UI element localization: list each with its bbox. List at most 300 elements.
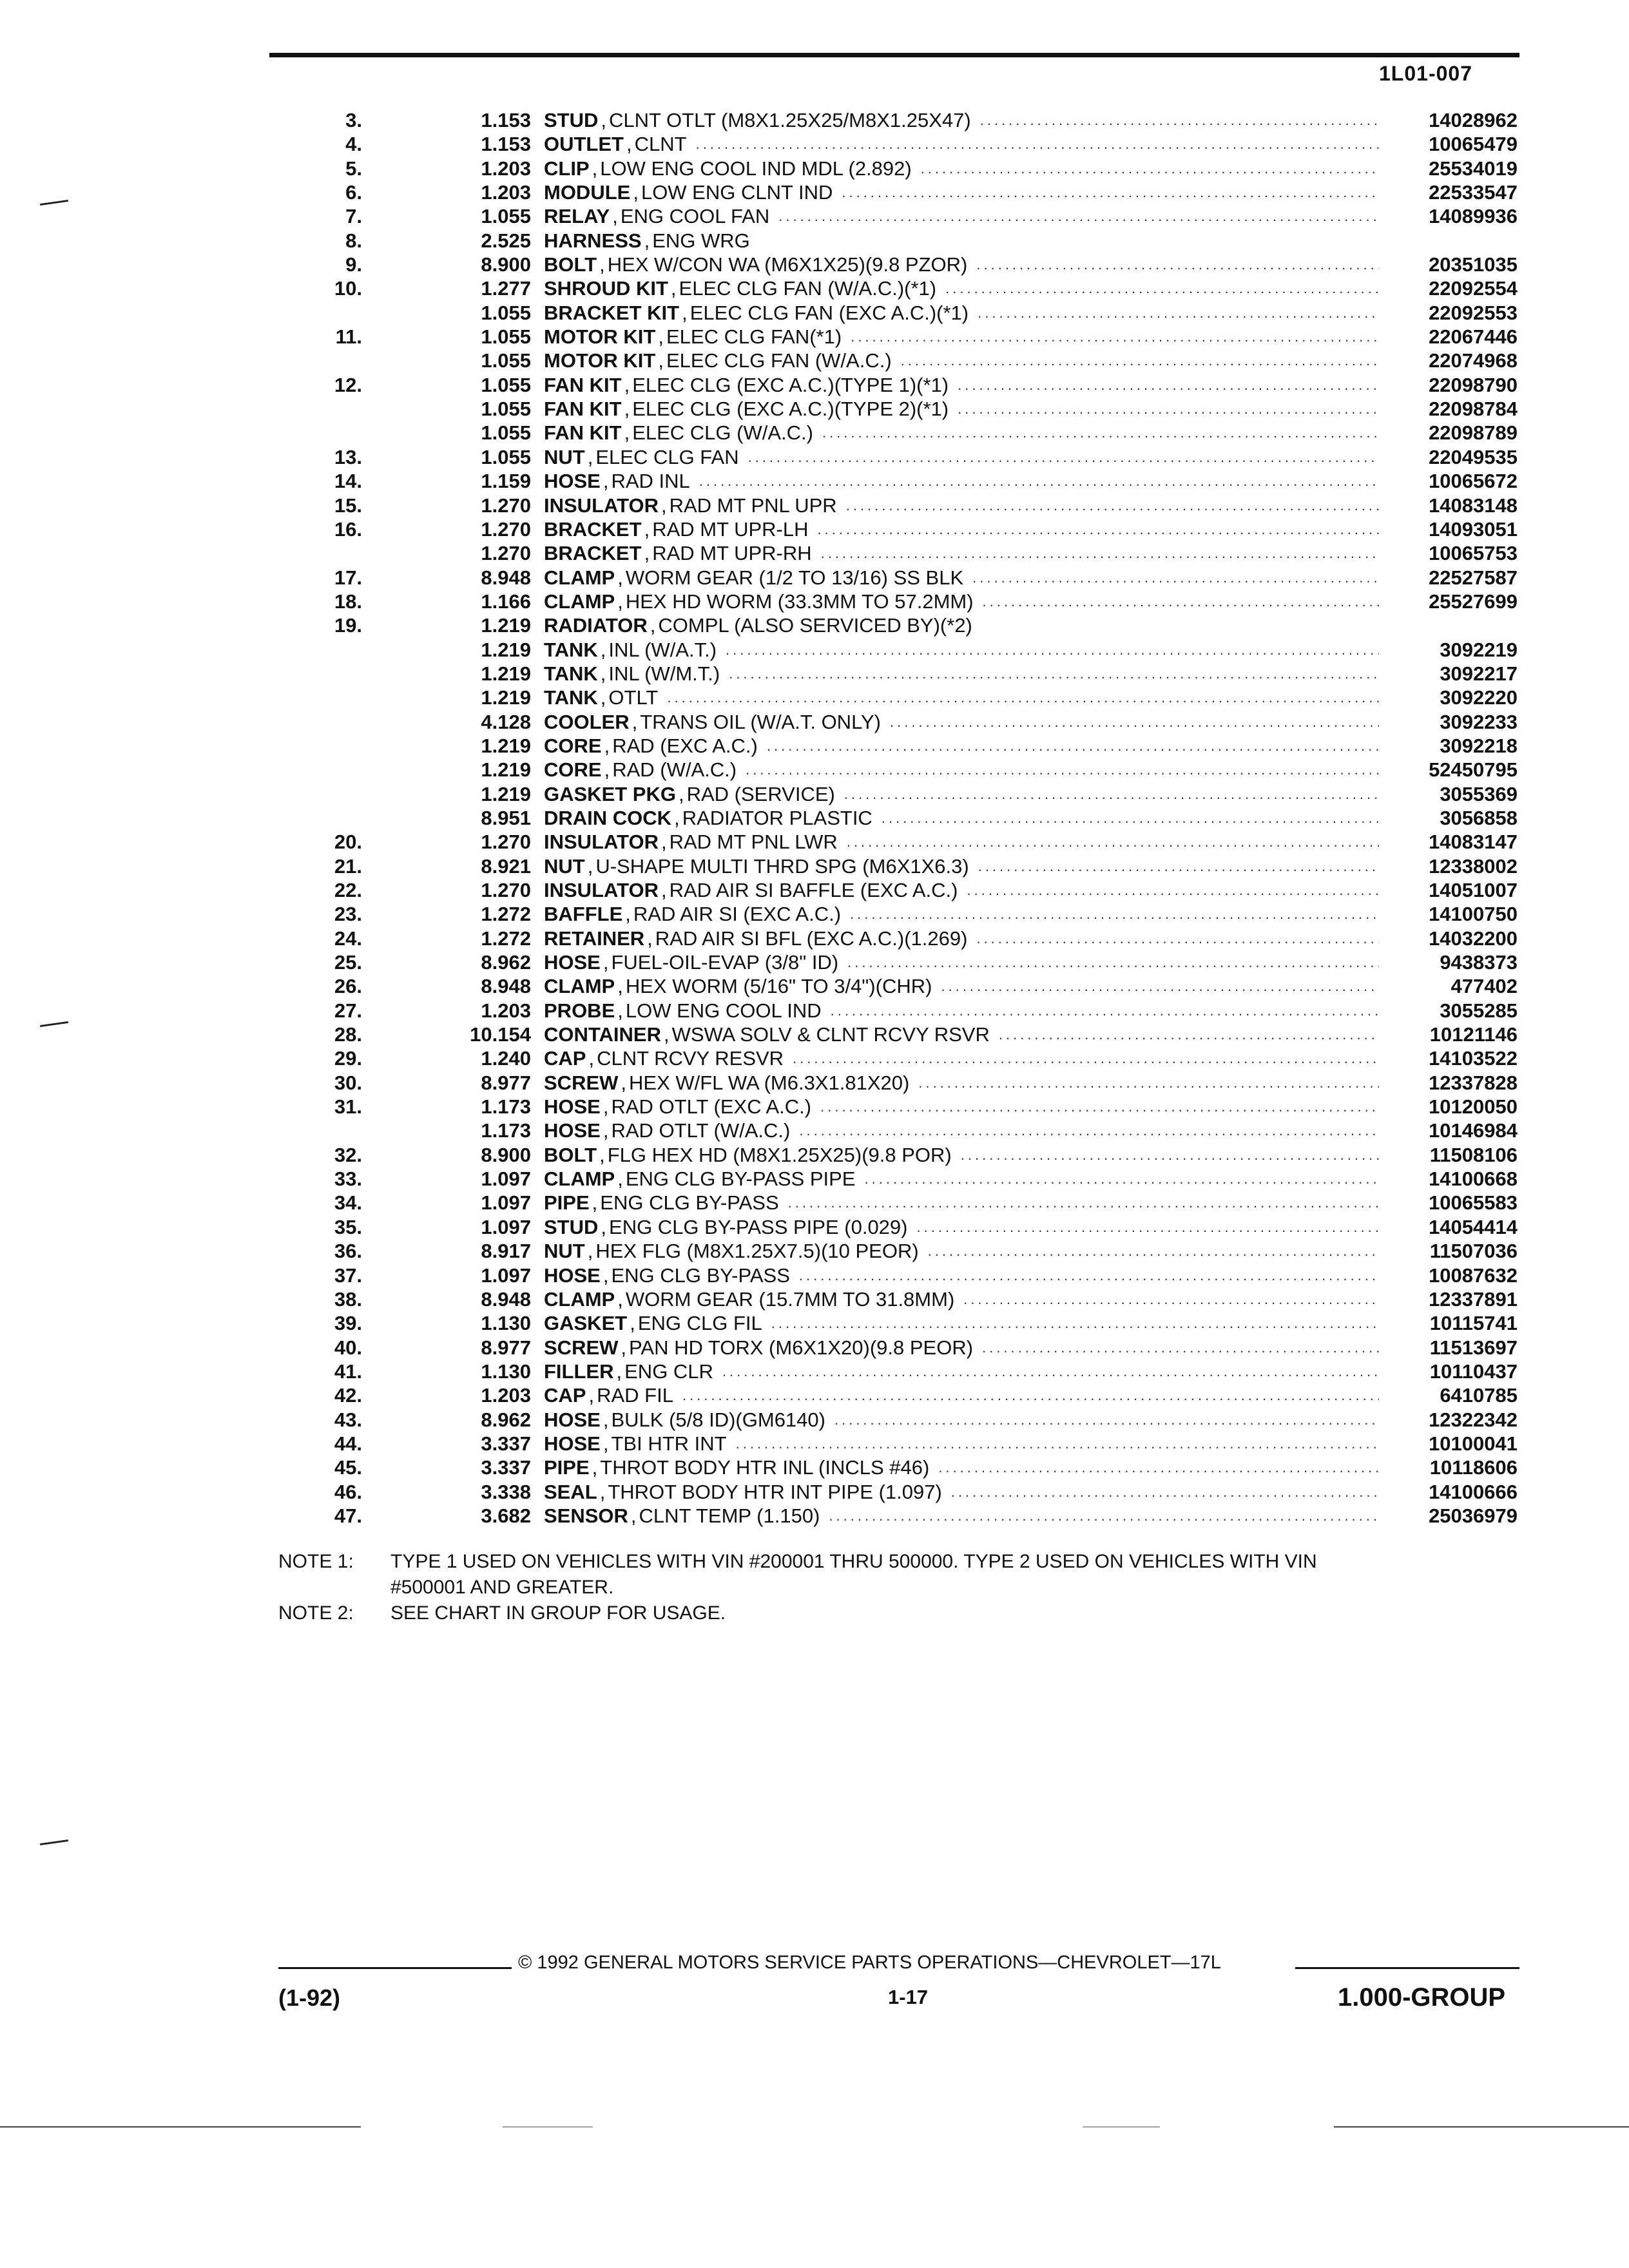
- parts-row: [290, 999, 1518, 1023]
- part-number: 22527587: [1429, 566, 1518, 589]
- part-number: 3092218: [1440, 734, 1518, 757]
- leader-dots: [808, 517, 1379, 541]
- leader-dots: [936, 276, 1379, 300]
- parts-row: [290, 1311, 1518, 1335]
- part-number: 12337891: [1429, 1287, 1518, 1311]
- part-number: 10065479: [1429, 133, 1518, 156]
- parts-row: [290, 1336, 1518, 1360]
- part-name: BAFFLE: [544, 903, 623, 926]
- part-detail: COMPL (ALSO SERVICED BY)(*2): [658, 614, 972, 637]
- separator: ,: [647, 927, 653, 950]
- part-detail: CLNT RCVY RESVR: [597, 1047, 784, 1070]
- group-number: 8.951: [481, 806, 531, 829]
- part-detail: HEX WORM (5/16" TO 3/4")(CHR): [625, 975, 932, 998]
- parts-row: [290, 1095, 1518, 1119]
- parts-row: [290, 1432, 1518, 1456]
- group-number: 1.055: [481, 205, 531, 228]
- item-number: 14.: [334, 470, 362, 493]
- separator: ,: [678, 782, 684, 805]
- part-description: [544, 830, 1379, 854]
- leader-dots: [842, 325, 1379, 349]
- separator: ,: [592, 1191, 598, 1215]
- separator: ,: [599, 1480, 606, 1503]
- group-number: 1.219: [481, 638, 531, 661]
- group-number: 1.270: [481, 879, 531, 901]
- item-number: 41.: [334, 1360, 362, 1383]
- part-detail: ENG CLR: [624, 1360, 713, 1383]
- separator: ,: [660, 494, 667, 517]
- part-name: TANK: [544, 662, 598, 685]
- item-number: 39.: [334, 1312, 362, 1335]
- item-number: 47.: [334, 1504, 362, 1527]
- part-detail: RAD MT PNL LWR: [669, 831, 838, 854]
- item-number: 22.: [334, 879, 362, 901]
- part-description: [544, 999, 1379, 1023]
- part-name: INSULATOR: [544, 494, 659, 517]
- group-number: 1.270: [481, 831, 531, 854]
- part-detail: CLNT TEMP (1.150): [639, 1504, 820, 1527]
- separator: ,: [663, 1023, 670, 1046]
- item-number: 17.: [334, 566, 362, 589]
- part-name: INSULATOR: [544, 831, 659, 854]
- part-number: 14100750: [1429, 903, 1518, 926]
- item-number: 7.: [345, 205, 362, 228]
- part-description: [544, 1456, 1379, 1479]
- part-name: INSULATOR: [544, 879, 659, 901]
- part-name: GASKET: [544, 1312, 628, 1335]
- separator: ,: [617, 1287, 623, 1311]
- part-name: PROBE: [544, 999, 615, 1022]
- separator: ,: [616, 1360, 622, 1383]
- parts-row: [290, 1504, 1518, 1528]
- part-number: 52450795: [1429, 758, 1518, 782]
- part-detail: RAD FIL: [597, 1384, 673, 1407]
- part-number: 11508106: [1429, 1143, 1518, 1166]
- note-text-line: #500001 AND GREATER.: [390, 1577, 614, 1598]
- leader-dots: [838, 950, 1379, 974]
- part-detail: FUEL-OIL-EVAP (3/8" ID): [611, 951, 839, 974]
- separator: ,: [602, 1264, 609, 1287]
- scan-mark: [40, 200, 68, 206]
- part-name: NUT: [544, 445, 585, 468]
- parts-row: [290, 108, 1518, 132]
- part-number: 3092233: [1440, 710, 1518, 733]
- parts-row: [290, 1191, 1518, 1215]
- note-label: NOTE 2:: [278, 1602, 354, 1624]
- part-description: [544, 1264, 1379, 1287]
- part-number: 22074968: [1429, 349, 1518, 372]
- leader-dots: [969, 301, 1379, 325]
- part-name: CAP: [544, 1384, 586, 1407]
- part-number: 14100666: [1429, 1480, 1518, 1503]
- part-detail: ELEC CLG FAN (W/A.C.): [666, 349, 892, 372]
- part-number: 22098790: [1429, 373, 1518, 396]
- scan-mark: [40, 1021, 68, 1027]
- group-number: 1.097: [481, 1191, 531, 1215]
- part-number: 25527699: [1429, 590, 1518, 613]
- separator: ,: [625, 903, 631, 926]
- part-name: CLAMP: [544, 975, 615, 998]
- separator: ,: [599, 253, 605, 276]
- part-description: [544, 1239, 1379, 1263]
- separator: ,: [658, 325, 664, 349]
- part-detail: ENG COOL FAN: [620, 205, 770, 228]
- part-number: 477402: [1451, 975, 1518, 998]
- part-number: 22098784: [1429, 398, 1518, 421]
- leader-dots: [820, 1504, 1379, 1528]
- separator: ,: [624, 373, 630, 396]
- note-text: SEE CHART IN GROUP FOR USAGE.: [390, 1602, 726, 1624]
- leader-dots: [825, 1408, 1379, 1432]
- leader-dots: [919, 1239, 1379, 1263]
- separator: ,: [604, 734, 610, 757]
- separator: ,: [617, 999, 623, 1022]
- footer-date: (1-92): [278, 1984, 341, 2011]
- part-name: SHROUD KIT: [544, 277, 668, 300]
- part-number: 14051007: [1429, 879, 1518, 901]
- part-detail: RAD (EXC A.C.): [612, 734, 758, 757]
- separator: ,: [602, 470, 609, 493]
- separator: ,: [592, 157, 598, 180]
- part-number: 9438373: [1440, 951, 1518, 974]
- part-number: 3092217: [1440, 662, 1518, 685]
- part-name: BRACKET: [544, 542, 642, 565]
- footer-page-number: 1-17: [888, 1986, 929, 2008]
- item-number: 27.: [334, 999, 362, 1022]
- parts-row: [290, 927, 1518, 950]
- part-detail: RAD AIR SI BAFFLE (EXC A.C.): [669, 879, 958, 901]
- part-detail: ELEC CLG FAN: [595, 445, 739, 468]
- part-name: CLAMP: [544, 1168, 615, 1191]
- group-number: 1.203: [481, 999, 531, 1022]
- parts-row: [290, 157, 1518, 180]
- part-description: [544, 1360, 1379, 1383]
- group-number: 8.977: [481, 1071, 531, 1094]
- parts-row: [290, 950, 1518, 974]
- leader-dots: [762, 1311, 1379, 1335]
- group-number: 1.055: [481, 421, 531, 445]
- part-description: [544, 301, 1379, 325]
- leader-dots: [784, 1046, 1379, 1070]
- part-detail: ELEC CLG (EXC A.C.)(TYPE 1)(*1): [632, 373, 949, 396]
- parts-row: [290, 902, 1518, 926]
- parts-row: [290, 132, 1518, 156]
- item-number: 13.: [334, 445, 362, 468]
- parts-row: [290, 854, 1518, 878]
- part-name: HOSE: [544, 470, 601, 493]
- footer-group: 1.000-GROUP: [1338, 1983, 1506, 2012]
- part-number: 3055285: [1440, 999, 1518, 1022]
- separator: ,: [587, 1240, 593, 1263]
- part-detail: RAD MT PNL UPR: [669, 494, 837, 517]
- group-number: 1.270: [481, 494, 531, 517]
- part-description: [544, 325, 1379, 349]
- leader-dots: [750, 229, 1379, 253]
- leader-dots: [687, 132, 1379, 156]
- group-number: 1.219: [481, 686, 531, 709]
- part-name: BRACKET KIT: [544, 301, 680, 324]
- leader-dots: [932, 974, 1379, 998]
- parts-row: [290, 590, 1518, 613]
- item-number: 21.: [334, 854, 362, 878]
- separator: ,: [621, 1071, 627, 1094]
- group-number: 1.203: [481, 181, 531, 204]
- item-number: 30.: [334, 1071, 362, 1094]
- part-detail: WSWA SOLV & CLNT RCVY RSVR: [671, 1023, 990, 1046]
- part-number: 22092554: [1429, 277, 1518, 300]
- group-number: 1.219: [481, 782, 531, 805]
- parts-row: [290, 373, 1518, 397]
- separator: ,: [650, 614, 656, 637]
- group-number: 1.240: [481, 1047, 531, 1070]
- parts-row: [290, 1360, 1518, 1383]
- part-number: 10146984: [1429, 1119, 1518, 1142]
- part-detail: ENG CLG FIL: [637, 1312, 762, 1335]
- item-number: 28.: [334, 1023, 362, 1046]
- part-number: 3056858: [1440, 806, 1518, 829]
- group-number: 3.682: [481, 1504, 531, 1527]
- part-detail: LOW ENG CLNT IND: [641, 181, 833, 204]
- item-number: 31.: [334, 1095, 362, 1119]
- part-name: MODULE: [544, 181, 631, 204]
- separator: ,: [624, 421, 630, 445]
- separator: ,: [602, 1432, 609, 1455]
- group-number: 1.173: [481, 1095, 531, 1119]
- part-detail: INL (W/M.T.): [608, 662, 720, 685]
- parts-row: [290, 301, 1518, 325]
- leader-dots: [838, 830, 1379, 854]
- separator: ,: [633, 181, 639, 204]
- part-number: 12322342: [1429, 1408, 1518, 1431]
- parts-row: [290, 782, 1518, 806]
- part-detail: FLG HEX HD (M8X1.25X25)(9.8 POR): [607, 1143, 952, 1166]
- part-number: 10065753: [1429, 542, 1518, 565]
- part-detail: ELEC CLG (W/A.C.): [632, 421, 813, 445]
- footer-rule-left: [278, 1967, 512, 1969]
- note-text-line: TYPE 1 USED ON VEHICLES WITH VIN #200001 THRU 500000. TYPE 2 USED ON VEHICLES WITH VIN: [390, 1551, 1317, 1572]
- item-number: 37.: [334, 1264, 362, 1287]
- item-number: 18.: [334, 590, 362, 613]
- part-number: 14093051: [1429, 517, 1518, 541]
- part-detail: RAD (SERVICE): [686, 782, 835, 805]
- part-detail: ELEC CLG FAN(*1): [666, 325, 842, 349]
- part-detail: ENG WRG: [652, 229, 750, 252]
- part-detail: INL (W/A.T.): [608, 638, 717, 661]
- notes: [278, 1549, 1528, 1626]
- parts-row: [290, 1119, 1518, 1142]
- group-number: 1.203: [481, 157, 531, 180]
- separator: ,: [588, 1384, 595, 1407]
- part-detail: ENG CLG BY-PASS: [611, 1264, 790, 1287]
- part-name: STUD: [544, 1215, 599, 1238]
- part-detail: HEX HD WORM (33.3MM TO 57.2MM): [625, 590, 974, 613]
- separator: ,: [644, 229, 650, 252]
- item-number: 5.: [345, 157, 362, 180]
- parts-row: [290, 1408, 1518, 1432]
- leader-dots: [929, 1456, 1379, 1479]
- part-description: [544, 974, 1379, 998]
- part-detail: LOW ENG COOL IND: [625, 999, 822, 1022]
- part-name: BOLT: [544, 1143, 597, 1166]
- separator: ,: [658, 349, 664, 372]
- part-description: [544, 1167, 1379, 1191]
- part-description: [544, 1071, 1379, 1095]
- leader-dots: [727, 1432, 1379, 1456]
- part-detail: CLNT: [634, 133, 687, 156]
- item-number: 26.: [334, 975, 362, 998]
- leader-dots: [833, 180, 1379, 204]
- leader-dots: [811, 1095, 1379, 1119]
- scan-line: [1334, 2126, 1629, 2128]
- part-detail: PAN HD TORX (M6X1X20)(9.8 PEOR): [629, 1336, 974, 1359]
- parts-row: [290, 1456, 1518, 1479]
- leader-dots: [952, 1143, 1379, 1167]
- leader-dots: [822, 999, 1379, 1023]
- group-number: 8.900: [481, 253, 531, 276]
- separator: ,: [600, 686, 606, 709]
- part-number: 10118606: [1429, 1456, 1518, 1479]
- leader-dots: [713, 1360, 1379, 1383]
- part-description: [544, 1383, 1379, 1407]
- part-name: CONTAINER: [544, 1023, 661, 1046]
- part-detail: ELEC CLG (EXC A.C.)(TYPE 2)(*1): [632, 398, 949, 421]
- leader-dots: [690, 469, 1379, 493]
- group-number: 10.154: [470, 1023, 531, 1046]
- separator: ,: [612, 205, 618, 228]
- part-detail: RAD OTLT (EXC A.C.): [611, 1095, 812, 1119]
- item-number: 38.: [334, 1287, 362, 1311]
- part-number: 3055369: [1440, 782, 1518, 805]
- part-description: [544, 373, 1379, 397]
- separator: ,: [660, 879, 667, 901]
- group-number: 1.153: [481, 133, 531, 156]
- item-number: 46.: [334, 1480, 362, 1503]
- part-description: [544, 927, 1379, 950]
- leader-dots: [841, 902, 1379, 926]
- part-number: 25036979: [1429, 1504, 1518, 1527]
- group-number: 8.900: [481, 1143, 531, 1166]
- part-name: SENSOR: [544, 1504, 628, 1527]
- parts-row: [290, 758, 1518, 782]
- leader-dots: [720, 662, 1379, 686]
- leader-dots: [658, 686, 1379, 709]
- parts-row: [290, 1287, 1518, 1311]
- group-number: 8.948: [481, 1287, 531, 1311]
- leader-dots: [908, 1215, 1380, 1239]
- group-number: 1.130: [481, 1312, 531, 1335]
- part-name: SCREW: [544, 1336, 619, 1359]
- part-detail: THROT BODY HTR INL (INCLS #46): [600, 1456, 930, 1479]
- part-name: BRACKET: [544, 517, 642, 541]
- leader-dots: [971, 108, 1379, 132]
- part-detail: RAD MT UPR-RH: [652, 542, 812, 565]
- group-number: 1.097: [481, 1168, 531, 1191]
- item-number: 25.: [334, 951, 362, 974]
- part-name: OUTLET: [544, 133, 624, 156]
- parts-row: [290, 494, 1518, 517]
- part-description: [544, 349, 1379, 372]
- parts-row: [290, 734, 1518, 758]
- part-name: CAP: [544, 1047, 586, 1070]
- item-number: 42.: [334, 1384, 362, 1407]
- part-description: [544, 566, 1379, 590]
- part-name: PIPE: [544, 1456, 590, 1479]
- parts-row: [290, 397, 1518, 421]
- part-number: 11513697: [1429, 1336, 1518, 1359]
- parts-row: [290, 1167, 1518, 1191]
- note-2: [278, 1600, 1528, 1626]
- part-detail: TRANS OIL (W/A.T. ONLY): [640, 710, 882, 733]
- parts-row: [290, 1383, 1518, 1407]
- part-number: 22067446: [1429, 325, 1518, 349]
- group-number: 4.128: [481, 710, 531, 733]
- top-rule: [269, 53, 1519, 57]
- part-description: [544, 1191, 1379, 1215]
- item-number: 10.: [334, 277, 362, 300]
- scan-line: [503, 2126, 593, 2128]
- part-description: [544, 180, 1379, 204]
- part-name: CORE: [544, 734, 602, 757]
- part-detail: WORM GEAR (15.7MM TO 31.8MM): [625, 1287, 955, 1311]
- leader-dots: [969, 854, 1379, 878]
- separator: ,: [592, 1456, 598, 1479]
- leader-dots: [790, 1119, 1379, 1142]
- part-detail: BULK (5/8 ID)(GM6140): [611, 1408, 825, 1431]
- leader-dots: [912, 157, 1379, 180]
- leader-dots: [954, 1287, 1379, 1311]
- part-description: [544, 902, 1379, 926]
- separator: ,: [630, 1312, 635, 1335]
- part-name: CLAMP: [544, 1287, 615, 1311]
- part-name: CORE: [544, 758, 602, 782]
- parts-row: [290, 445, 1518, 469]
- part-detail: RADIATOR PLASTIC: [682, 806, 872, 829]
- part-description: [544, 421, 1379, 445]
- part-number: 20351035: [1429, 253, 1518, 276]
- part-number: 3092220: [1440, 686, 1518, 709]
- item-number: 24.: [334, 927, 362, 950]
- part-name: HOSE: [544, 951, 601, 974]
- part-name: FILLER: [544, 1360, 614, 1383]
- part-name: CLIP: [544, 157, 590, 180]
- part-description: [544, 1504, 1379, 1528]
- parts-row: [290, 276, 1518, 300]
- part-number: 11507036: [1429, 1240, 1518, 1263]
- part-description: [544, 1215, 1379, 1239]
- item-number: 35.: [334, 1215, 362, 1238]
- part-description: [544, 397, 1379, 421]
- leader-dots: [967, 927, 1379, 950]
- leader-dots: [972, 613, 1379, 637]
- group-number: 1.055: [481, 373, 531, 396]
- part-detail: LOW ENG COOL IND MDL (2.892): [600, 157, 912, 180]
- part-description: [544, 132, 1379, 156]
- parts-row: [290, 253, 1518, 276]
- item-number: 20.: [334, 831, 362, 854]
- part-number: 14032200: [1429, 927, 1518, 950]
- leader-dots: [717, 638, 1379, 662]
- part-name: BOLT: [544, 253, 597, 276]
- footer-rule-right: [1295, 1967, 1519, 1969]
- part-description: [544, 782, 1379, 806]
- separator: ,: [602, 1119, 609, 1142]
- part-detail: RAD MT UPR-LH: [652, 517, 809, 541]
- group-number: 1.219: [481, 614, 531, 637]
- part-number: 14028962: [1429, 109, 1518, 131]
- group-number: 1.272: [481, 903, 531, 926]
- part-detail: HEX W/CON WA (M6X1X25)(9.8 PZOR): [607, 253, 968, 276]
- scan-line: [1083, 2126, 1160, 2128]
